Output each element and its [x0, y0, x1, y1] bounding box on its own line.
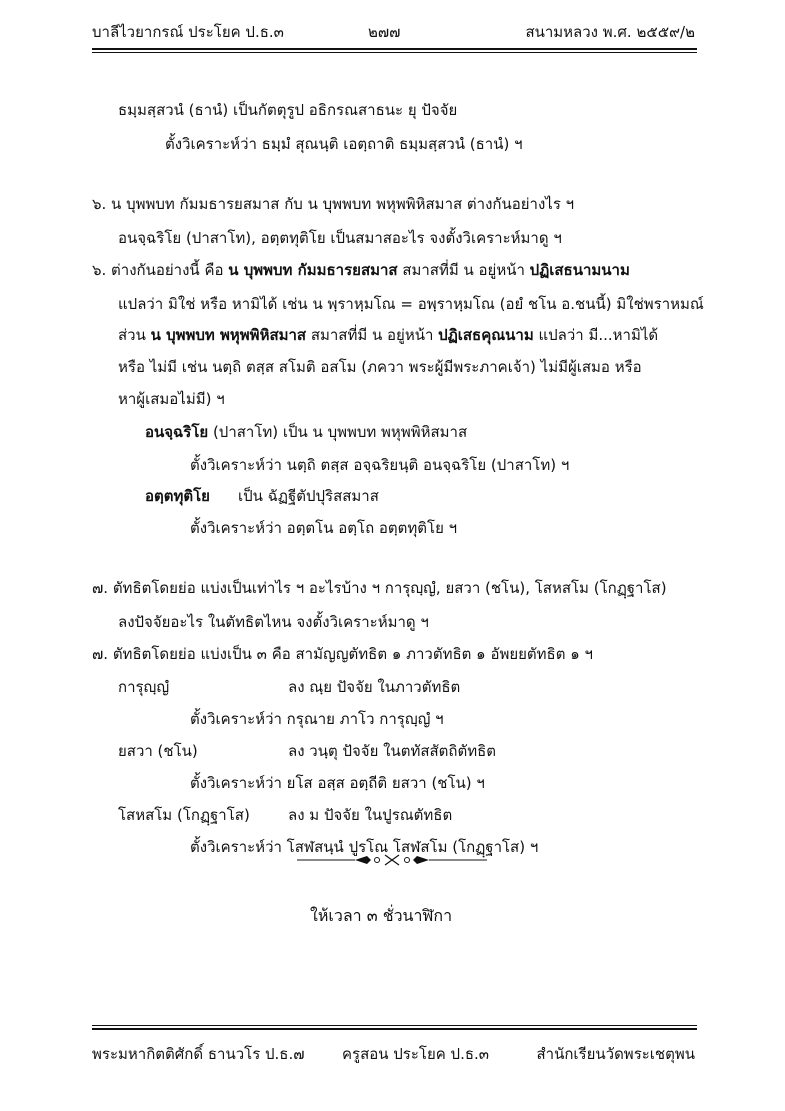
q7-line-2: ลงปัจจัยอะไร ในตัทธิตไหน จงตั้งวิเคราะห์มาดู ฯ [118, 613, 429, 631]
a6-e2a: อตฺตทุติโย [145, 487, 210, 505]
page-number: ๒๗๗ [368, 23, 401, 41]
a6-l3c: สมาสที่มี น อยู่หน้า [306, 326, 439, 344]
header-rule [92, 48, 697, 50]
q7-line-1: ๗. ตัทธิตโดยย่อ แบ่งเป็นเท่าไร ฯ อะไรบ้าง ฯ การุญฺญํ, ยสวา (ชโน), โสหสโม (โกฏฺฐาโส) [92, 579, 667, 597]
a7-word-3: โสหสโม (โกฏฺฐาโส) [118, 806, 250, 824]
header-left: บาลีไวยากรณ์ ประโยค ป.ธ.๓ [92, 23, 284, 41]
a6-l1b: น บุพพบท กัมมธารยสมาส [228, 261, 398, 279]
cont-line-1: ธมฺมสฺสวนํ (ธานํ) เป็นกัตตุรูป อธิกรณสาธนะ ยุ ปัจจัย [118, 101, 458, 119]
a7-word-1-rule: ลง ณฺย ปัจจัย ในภาวตัทธิต [288, 678, 461, 696]
a6-l1d: ปฏิเสธนามนาม [529, 261, 630, 279]
a6-l1a: ๖. ต่างกันอย่างนี้ คือ [92, 261, 229, 279]
a6-l1c: สมาสที่มี น อยู่หน้า [397, 261, 530, 279]
a6-example-2-analysis: ตั้งวิเคราะห์ว่า อตฺตโน อตฺโถ อตฺตทุติโย ฯ [190, 519, 458, 537]
a6-l3a: ส่วน [118, 326, 151, 344]
ornament-divider-icon [297, 852, 487, 868]
a7-word-3-rule: ลง ม ปัจจัย ในปูรณตัทธิต [288, 806, 453, 824]
a6-line-3 [118, 323, 658, 347]
a7-word-2-rule: ลง วนฺตุ ปัจจัย ในตทัสสัตถิตัทธิต [288, 742, 496, 760]
footer-rule-thin [92, 1025, 697, 1026]
footer-rule [92, 1028, 697, 1030]
a6-example-1 [145, 420, 467, 444]
a6-l3b: น บุพพบท พหุพพิหิสมาส [150, 326, 307, 344]
a6-example-2-word [145, 484, 210, 508]
footer-center: ครูสอน ประโยค ป.ธ.๓ [342, 1045, 490, 1063]
a6-e1a: อนจฺฉริโย [145, 423, 209, 441]
a6-l3d: ปฏิเสธคุณนาม [438, 326, 534, 344]
a7-word-3-analysis: ตั้งวิเคราะห์ว่า โสฬสนฺนํ ปูรโณ โสฬสโม (โกฏฺฐาโส) ฯ [190, 838, 539, 856]
footer-left: พระมหากิตติศักดิ์ ธานวโร ป.ธ.๗ [92, 1045, 305, 1063]
a6-line-2: แปลว่า มิใช่ หรือ หามิได้ เช่น น พฺราหฺมโณ = อพฺราหฺมโณ (อยํ ชโน อ.ชนนี้) มิใช่พราหมณ์ [118, 295, 704, 313]
a7-word-1: การุญฺญํ [118, 678, 170, 696]
cont-line-2: ตั้งวิเคราะห์ว่า ธมฺมํ สุณนฺติ เอตฺถาติ ธมฺมสฺสวนํ (ธานํ) ฯ [165, 135, 523, 153]
q6-line-1: ๖. น บุพพบท กัมมธารยสมาส กับ น บุพพบท พหุพพิหิสมาส ต่างกันอย่างไร ฯ [92, 195, 575, 213]
a7-word-1-analysis: ตั้งวิเคราะห์ว่า กรุณาย ภาโว การุญฺญํ ฯ [190, 710, 444, 728]
q6-line-2: อนจฺฉริโย (ปาสาโท), อตฺตทุติโย เป็นสมาสอะไร จงตั้งวิเคราะห์มาดู ฯ [118, 229, 562, 247]
header-right: สนามหลวง พ.ศ. ๒๕๕๙/๒ [525, 23, 695, 41]
a6-l3e: แปลว่า มี...หามิได้ [533, 326, 659, 344]
a7-line-1: ๗. ตัทธิตโดยย่อ แบ่งเป็น ๓ คือ สามัญญตัทธิต ๑ ภาวตัทธิต ๑ อัพยยตัทธิต ๑ ฯ [92, 645, 593, 663]
time-note: ให้เวลา ๓ ชั่วนาฬิกา [310, 906, 453, 925]
a7-word-2: ยสวา (ชโน) [118, 742, 198, 760]
a7-word-2-analysis: ตั้งวิเคราะห์ว่า ยโส อสฺส อตฺถีติ ยสวา (ชโน) ฯ [190, 774, 485, 792]
a6-e1b: (ปาสาโท) เป็น น บุพพบท พหุพพิหิสมาส [208, 423, 468, 441]
a6-line-1 [92, 258, 630, 282]
a6-line-5: หาผู้เสมอไม่มี) ฯ [118, 390, 225, 408]
header-rule-thin [92, 52, 697, 53]
a6-example-2-desc: เป็น ฉัฏฐีตัปปุริสสมาส [238, 487, 379, 505]
footer-right: สำนักเรียนวัดพระเชตุพน [536, 1045, 695, 1063]
a6-example-1-analysis: ตั้งวิเคราะห์ว่า นตฺถิ ตสฺส อจฺฉริยนฺติ อนจฺฉริโย (ปาสาโท) ฯ [190, 456, 570, 474]
a6-line-4: หรือ ไม่มี เช่น นตฺถิ ตสฺส สโมติ อสโม (ภควา พระผู้มีพระภาคเจ้า) ไม่มีผู้เสมอ หรือ [118, 358, 642, 376]
